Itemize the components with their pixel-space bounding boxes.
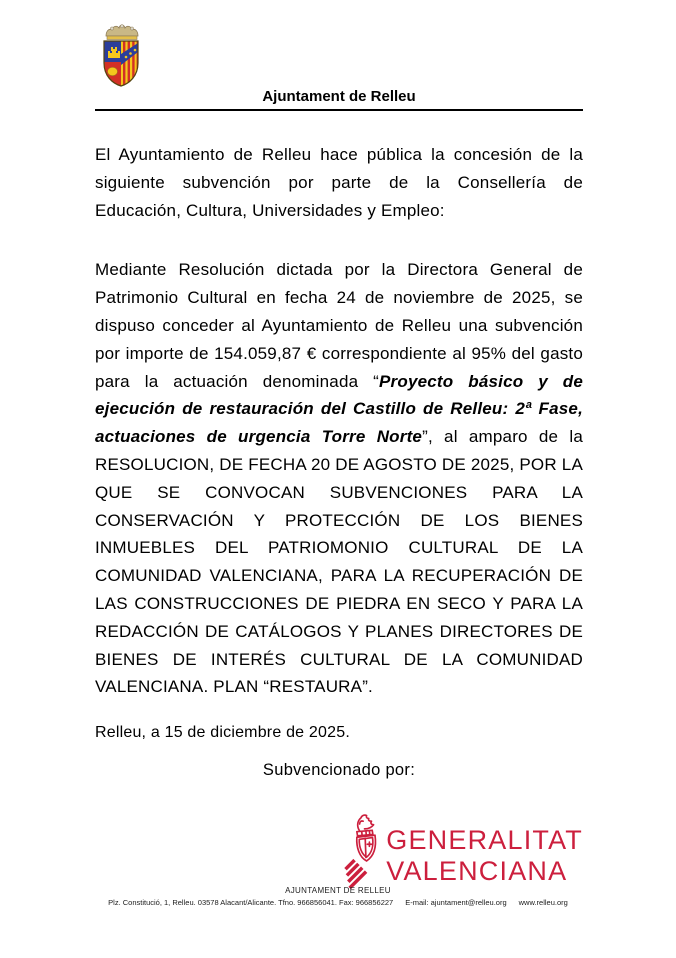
date-line: Relleu, a 15 de diciembre de 2025.	[95, 724, 350, 742]
footer-organization: AJUNTAMENT DE RELLEU	[285, 886, 391, 895]
relleu-coat-of-arms-icon	[99, 24, 143, 88]
generalitat-valenciana-wordmark	[386, 825, 583, 887]
gv-wordmark-line1: GENERALITAT	[386, 824, 583, 855]
sponsored-by-label: Subvencionado por:	[262, 761, 416, 780]
footer-website: www.relleu.org	[518, 898, 568, 907]
resolution-paragraph: Mediante Resolución dictada por la Directora General de Patrimonio Cultural en fecha 24 de noviembre de 2025, se dispuso conceder al Ayuntamiento de Relleu una subvención por importe de 154.059,87 € correspondiente al 95% del gasto para la actuación denominada “Proyecto básico y de ejecución de restauración del Castillo de Relleu: 2ª Fase, actuaciones de urgencia Torre Norte”, al amparo de la RESOLUCION, DE FECHA 20 DE AGOSTO DE 2025, POR LA QUE SE CONVOCAN SUBVENCIONES PARA LA CONSERVACIÓN Y PROTECCIÓN DE LOS BIENES INMUEBLES DEL PATRIOMONIO CULTURAL DE LA COMUNIDAD VALENCIANA, PARA LA RECUPERACIÓN DE LAS CONSTRUCCIONES DE PIEDRA EN SECO Y PARA LA REDACCIÓN DE CATÁLOGOS Y PLANES DIRECTORES DE BIENES DE INTERÉS CULTURAL DE LA COMUNIDAD VALENCIANA. PLAN “RESTAURA”.	[95, 260, 583, 697]
footer-contact-line	[0, 898, 676, 907]
page-footer	[0, 886, 676, 907]
document-body	[95, 141, 583, 913]
coat-of-arms-svg	[99, 24, 143, 88]
intro-paragraph: El Ayuntamiento de Relleu hace pública la concesión de la siguiente subvención por parte de la Consellería de Educación, Cultura, Universidades y Empleo:	[95, 145, 583, 220]
gv-wordmark-line2: VALENCIANA	[386, 855, 568, 886]
header-divider	[95, 109, 583, 111]
footer-address: Plz. Constitució, 1, Relleu. 03578 Alacant/Alicante. Tfno. 966856041. Fax: 966856227	[108, 898, 394, 907]
header-title: Ajuntament de Relleu	[262, 88, 416, 105]
footer-email: E-mail: ajuntament@relleu.org	[405, 898, 507, 907]
